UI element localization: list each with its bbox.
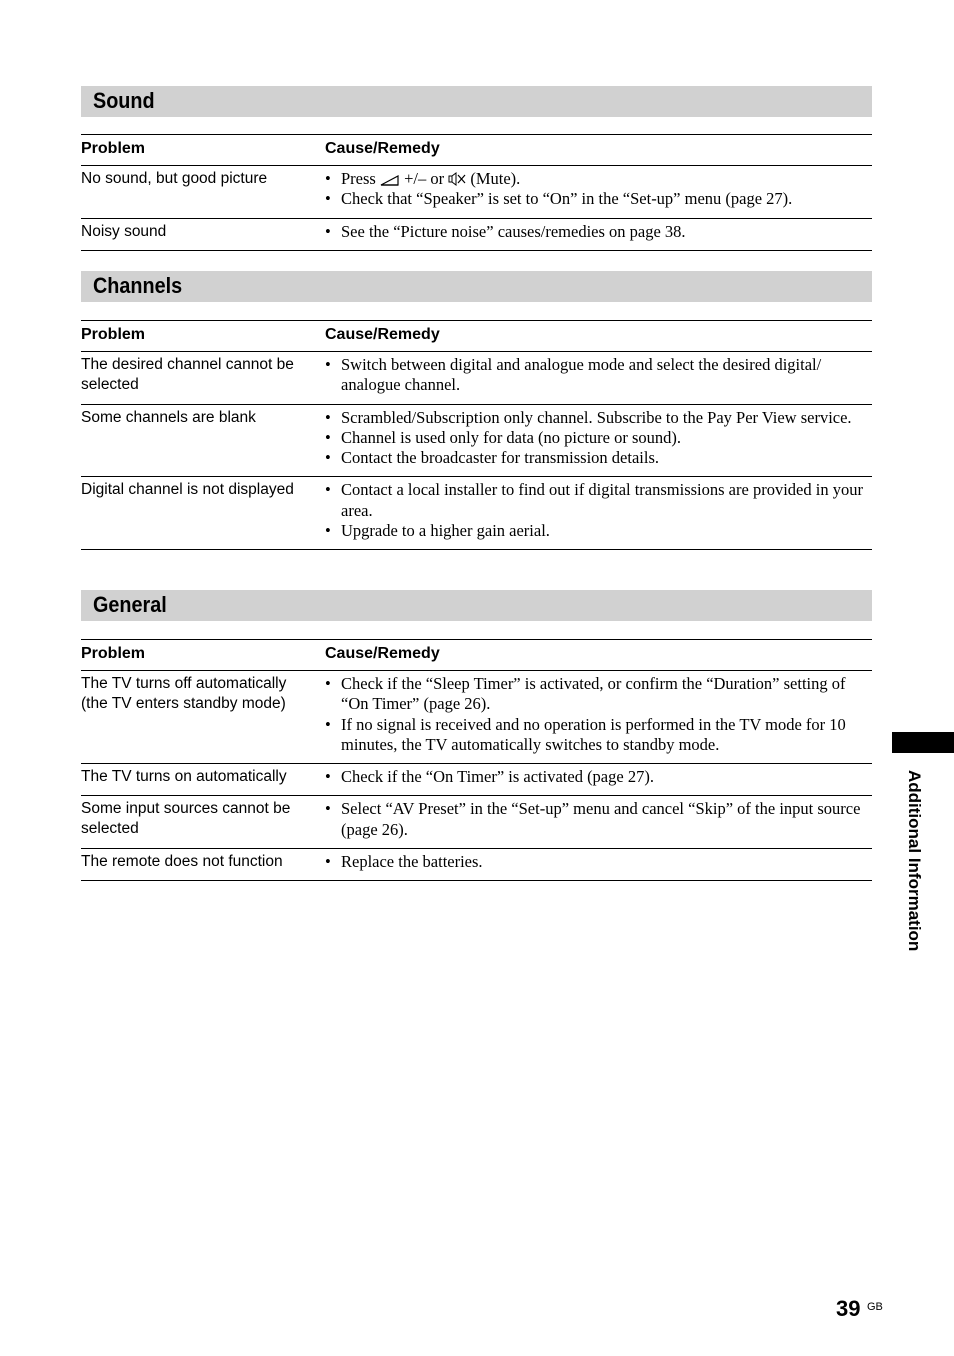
remedy-item: • Check if the “Sleep Timer” is activated, or confirm the “Duration” setting of “On Timer” (page 26). [325, 674, 872, 715]
remedy-item: • If no signal is received and no operation is performed in the TV mode for 10 minutes, the TV automatically switches to standby mode. [325, 715, 872, 756]
remedy-item: • Switch between digital and analogue mode and select the desired digital/ analogue channel. [325, 355, 872, 396]
remedy-item: • Select “AV Preset” in the “Set-up” menu and cancel “Skip” of the input source (page 26). [325, 799, 872, 840]
column-header-problem: Problem [81, 645, 146, 662]
remedy-item: • Contact a local installer to find out if digital transmissions are provided in your area. [325, 480, 872, 521]
remedy-cell [325, 477, 872, 549]
problem-cell [81, 166, 325, 218]
table-row [81, 849, 872, 881]
problem-cell [81, 671, 325, 763]
section-title: General [93, 592, 167, 617]
problem-cell [81, 849, 325, 880]
problem-text: The remote does not function [81, 853, 283, 871]
problem-text: Noisy sound [81, 222, 167, 240]
problem-text: No sound, but good picture [81, 170, 268, 187]
mute-icon [448, 172, 466, 186]
table-header [81, 639, 872, 671]
remedy-cell [325, 405, 872, 477]
problem-text: Digital channel is not displayed [81, 481, 294, 499]
column-header-problem: Problem [81, 326, 146, 343]
problem-cell [81, 352, 325, 404]
remedy-cell [325, 796, 872, 848]
table-header [81, 134, 872, 166]
remedy-cell [325, 352, 872, 404]
section-title: Channels [93, 273, 183, 298]
column-header-remedy: Cause/Remedy [325, 645, 440, 662]
table-row [81, 764, 872, 796]
column-header-remedy: Cause/Remedy [325, 140, 440, 157]
remedy-cell [325, 166, 872, 218]
remedy-item: • Check if the “On Timer” is activated (page 27). [325, 767, 872, 787]
column-header-remedy: Cause/Remedy [325, 326, 440, 343]
problem-cell [81, 764, 325, 795]
chapter-tab-marker [892, 732, 954, 753]
problem-text: Some input sources cannot be selected [81, 800, 291, 838]
problem-cell [81, 796, 325, 848]
troubleshooting-table-general [81, 639, 872, 881]
remedy-item: • Check that “Speaker” is set to “On” in the “Set-up” menu (page 27). [325, 189, 872, 209]
page-number: 39 [836, 1296, 861, 1321]
problem-cell [81, 405, 325, 477]
remedy-item: • See the “Picture noise” causes/remedies on page 38. [325, 222, 872, 242]
remedy-item: • Upgrade to a higher gain aerial. [325, 521, 872, 541]
problem-text: The TV turns off automatically (the TV enters standby mode) [81, 675, 287, 712]
remedy-item: • Press +/– or (Mute). [325, 169, 872, 189]
section-title: Sound [93, 88, 155, 113]
remedy-cell [325, 671, 872, 763]
page-suffix: GB [867, 1301, 883, 1313]
table-row [81, 166, 872, 219]
table-row [81, 352, 872, 405]
remedy-item: • Replace the batteries. [325, 852, 872, 872]
section-header-sound [81, 86, 872, 117]
remedy-item: • Channel is used only for data (no picture or sound). [325, 428, 872, 448]
table-row [81, 671, 872, 764]
table-header [81, 320, 872, 352]
problem-cell [81, 219, 325, 250]
chapter-side-label: Additional Information [905, 770, 924, 952]
remedy-item: • Contact the broadcaster for transmission details. [325, 448, 872, 468]
problem-text: The desired channel cannot be selected [81, 356, 294, 393]
column-header-problem: Problem [81, 140, 146, 157]
remedy-item: • Scrambled/Subscription only channel. Subscribe to the Pay Per View service. [325, 408, 872, 428]
remedy-cell [325, 219, 872, 250]
section-header-channels [81, 271, 872, 302]
table-row [81, 477, 872, 550]
troubleshooting-table-sound [81, 134, 872, 251]
troubleshooting-table-channels [81, 320, 872, 550]
remedy-cell [325, 764, 872, 795]
table-row [81, 796, 872, 849]
remedy-cell [325, 849, 872, 880]
problem-cell [81, 477, 325, 549]
section-header-general [81, 590, 872, 621]
volume-icon [380, 174, 400, 186]
table-row [81, 219, 872, 251]
problem-text: The TV turns on automatically [81, 768, 287, 786]
problem-text: Some channels are blank [81, 408, 256, 426]
table-row [81, 405, 872, 478]
